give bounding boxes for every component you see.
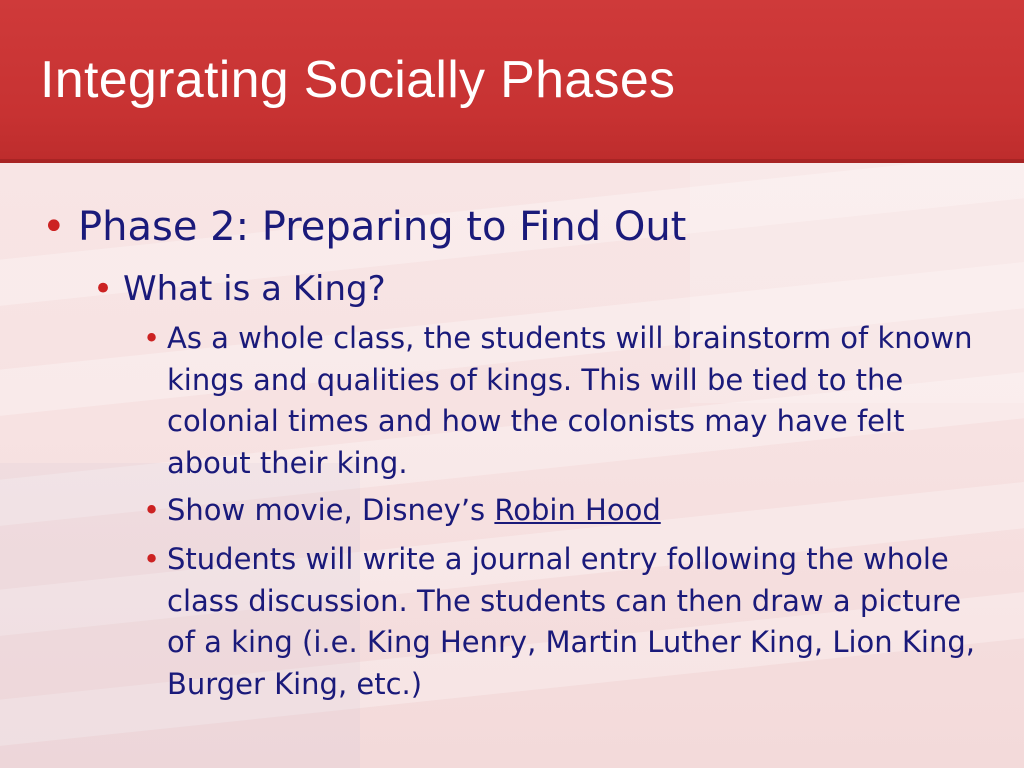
bullet-icon: • <box>93 269 114 309</box>
bullet-journal: Students will write a journal entry following the whole class discussion. The students can then draw a picture of a king (i.e. King Henry, Martin Luther King, Lion King, Burger King, etc.) <box>167 542 975 701</box>
bullet-icon: • <box>42 204 66 250</box>
bullet-icon: • <box>143 542 161 576</box>
bullet-question: What is a King? <box>123 269 386 309</box>
movie-text: Show movie, Disney’s <box>167 493 495 527</box>
bullet-icon: • <box>143 321 161 355</box>
bullet-icon: • <box>143 493 161 527</box>
bullet-phase: Phase 2: Preparing to Find Out <box>78 204 687 250</box>
bullet-brainstorm: As a whole class, the students will brainstorm of known kings and qualities of kings. This will be tied to the colonial times and how the colonists may have felt about their king. <box>167 321 973 480</box>
slide-title: Integrating Socially Phases <box>40 51 676 109</box>
movie-title: Robin Hood <box>494 493 661 527</box>
bullet-movie <box>167 490 997 532</box>
